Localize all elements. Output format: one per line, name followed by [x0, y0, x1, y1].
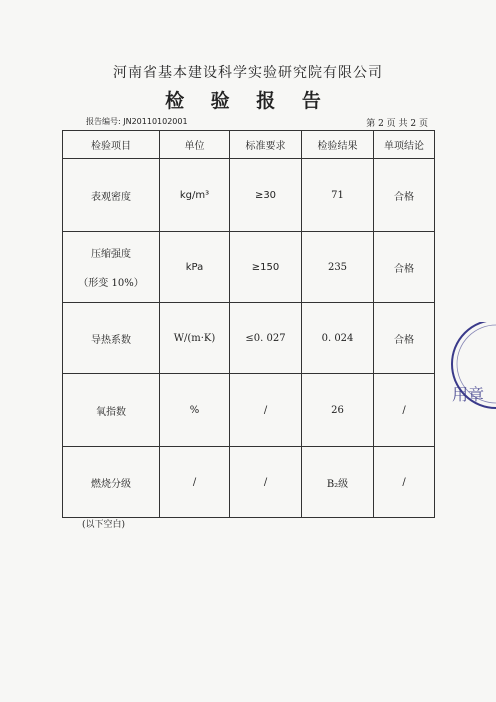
cell-unit: kPa	[160, 232, 230, 303]
cell-requirement: ≤0. 027	[230, 303, 302, 374]
inspection-table	[62, 130, 435, 518]
table-header-row	[63, 131, 435, 159]
cell-result: 235	[302, 232, 374, 303]
cell-result: 71	[302, 159, 374, 232]
cell-result: B₂级	[302, 447, 374, 518]
blank-below-note: (以下空白)	[82, 520, 126, 530]
table-row	[63, 303, 435, 374]
report-number: 报告编号: JN20110102001	[86, 117, 188, 126]
official-seal-stamp	[448, 322, 496, 422]
cell-item: 导热系数	[63, 303, 160, 374]
cell-conclusion: 合格	[374, 159, 435, 232]
cell-conclusion: /	[374, 447, 435, 518]
cell-unit: kg/m³	[160, 159, 230, 232]
header-item: 检验项目	[63, 131, 160, 159]
cell-result: 0. 024	[302, 303, 374, 374]
cell-unit: %	[160, 374, 230, 447]
cell-item	[63, 232, 160, 303]
table-row	[63, 374, 435, 447]
table-row	[63, 447, 435, 518]
cell-item: 氧指数	[63, 374, 160, 447]
cell-item: 表观密度	[63, 159, 160, 232]
table-row	[63, 159, 435, 232]
cell-requirement: ≥30	[230, 159, 302, 232]
cell-conclusion: 合格	[374, 232, 435, 303]
organization-name: 河南省基本建设科学实验研究院有限公司	[113, 65, 383, 81]
report-title: 检 验 报 告	[165, 90, 331, 112]
svg-text:用章: 用章	[452, 385, 485, 404]
cell-requirement: /	[230, 374, 302, 447]
header-result: 检验结果	[302, 131, 374, 159]
cell-result: 26	[302, 374, 374, 447]
cell-unit: /	[160, 447, 230, 518]
table-row	[63, 232, 435, 303]
cell-item-main: 压缩强度	[91, 249, 131, 260]
cell-item-sub: （形变 10%）	[78, 278, 144, 289]
cell-conclusion: 合格	[374, 303, 435, 374]
cell-requirement: /	[230, 447, 302, 518]
header-requirement: 标准要求	[230, 131, 302, 159]
cell-conclusion: /	[374, 374, 435, 447]
header-unit: 单位	[160, 131, 230, 159]
header-conclusion: 单项结论	[374, 131, 435, 159]
report-meta	[62, 116, 434, 130]
cell-requirement: ≥150	[230, 232, 302, 303]
cell-unit: W/(m·K)	[160, 303, 230, 374]
cell-item: 燃烧分级	[63, 447, 160, 518]
page-indicator: 第 2 页 共 2 页	[366, 119, 428, 129]
